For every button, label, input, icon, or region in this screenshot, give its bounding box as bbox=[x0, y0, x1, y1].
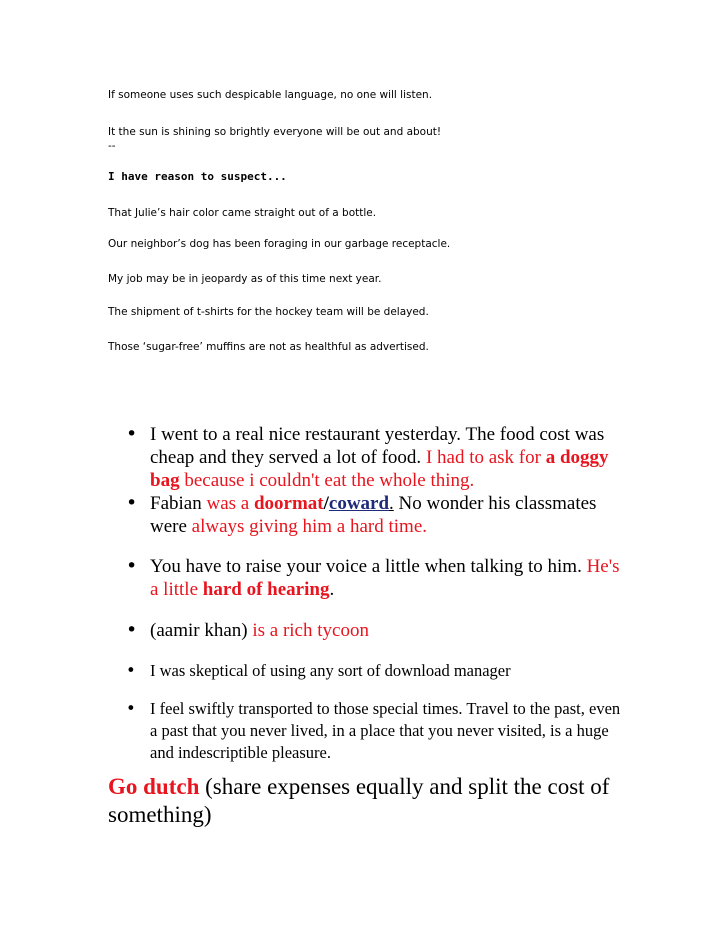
sentence-julie-hair: That Julie’s hair color came straight out of a bottle. bbox=[108, 207, 377, 219]
hearing-plain-text: You have to raise your voice a little when talking to him. bbox=[150, 556, 587, 577]
list-item-hard-of-hearing bbox=[120, 555, 630, 601]
synonym-coward-link[interactable]: coward bbox=[328, 493, 390, 514]
tycoon-red-text: is a rich tycoon bbox=[252, 620, 369, 641]
separator-dashes: -- bbox=[108, 140, 116, 152]
sentence-job-jeopardy: My job may be in jeopardy as of this time next year. bbox=[108, 273, 382, 285]
example-bullet-list bbox=[120, 423, 630, 764]
sentence-neighbor-dog: Our neighbor’s dog has been foraging in our garbage receptacle. bbox=[108, 238, 451, 250]
list-item-doormat bbox=[120, 492, 630, 538]
list-item-rich-tycoon bbox=[120, 619, 630, 642]
tycoon-plain-text: (aamir khan) bbox=[150, 620, 253, 641]
download-manager-text: I was skeptical of using any sort of download manager bbox=[150, 661, 511, 680]
doggy-bag-red-text: I had to ask for bbox=[425, 447, 546, 468]
list-item-download-manager bbox=[120, 660, 630, 682]
doormat-plain-lead: Fabian bbox=[150, 493, 207, 514]
doggy-bag-plain-text: I went to a real nice restaurant yesterday. The food cost was cheap and they served a lot of food. bbox=[150, 424, 605, 468]
doggy-bag-red-tail: because i couldn't eat the whole thing. bbox=[179, 470, 475, 491]
doormat-red-lead: was a bbox=[206, 493, 254, 514]
idiom-definition-go-dutch bbox=[108, 773, 628, 829]
sentence-sugar-free-muffins: Those ‘sugar-free’ muffins are not as healthful as advertised. bbox=[108, 341, 429, 353]
idiom-go-dutch: Go dutch bbox=[108, 774, 200, 799]
idiom-doggy-bag: a doggy bag bbox=[150, 447, 609, 491]
go-dutch-meaning: (share expenses equally and split the cost of something) bbox=[108, 774, 610, 827]
sentence-despicable-language: If someone uses such despicable language, no one will listen. bbox=[108, 89, 433, 101]
travel-past-text: I feel swiftly transported to those special times. Travel to the past, even a past that you never lived, in a place that you never visited, is a huge and indescriptible pleasure. bbox=[150, 699, 621, 762]
doormat-plain-tail: No wonder his classmates were bbox=[150, 493, 597, 537]
hearing-period: . bbox=[329, 579, 335, 600]
doormat-slash: / bbox=[323, 493, 329, 514]
idiom-doormat: doormat bbox=[253, 493, 324, 514]
doormat-period: . bbox=[389, 493, 394, 514]
list-item-travel-past bbox=[120, 698, 630, 764]
list-item-doggy-bag bbox=[120, 423, 630, 492]
sentence-sun-shining: It the sun is shining so brightly everyone will be out and about! bbox=[108, 126, 442, 138]
hearing-red-text: He's a little bbox=[150, 556, 620, 600]
doormat-red-tail: always giving him a hard time. bbox=[191, 516, 428, 537]
idiom-hard-of-hearing: hard of hearing bbox=[202, 579, 330, 600]
heading-reason-to-suspect: I have reason to suspect... bbox=[108, 170, 287, 183]
sentence-tshirt-shipment: The shipment of t-shirts for the hockey team will be delayed. bbox=[108, 306, 429, 318]
